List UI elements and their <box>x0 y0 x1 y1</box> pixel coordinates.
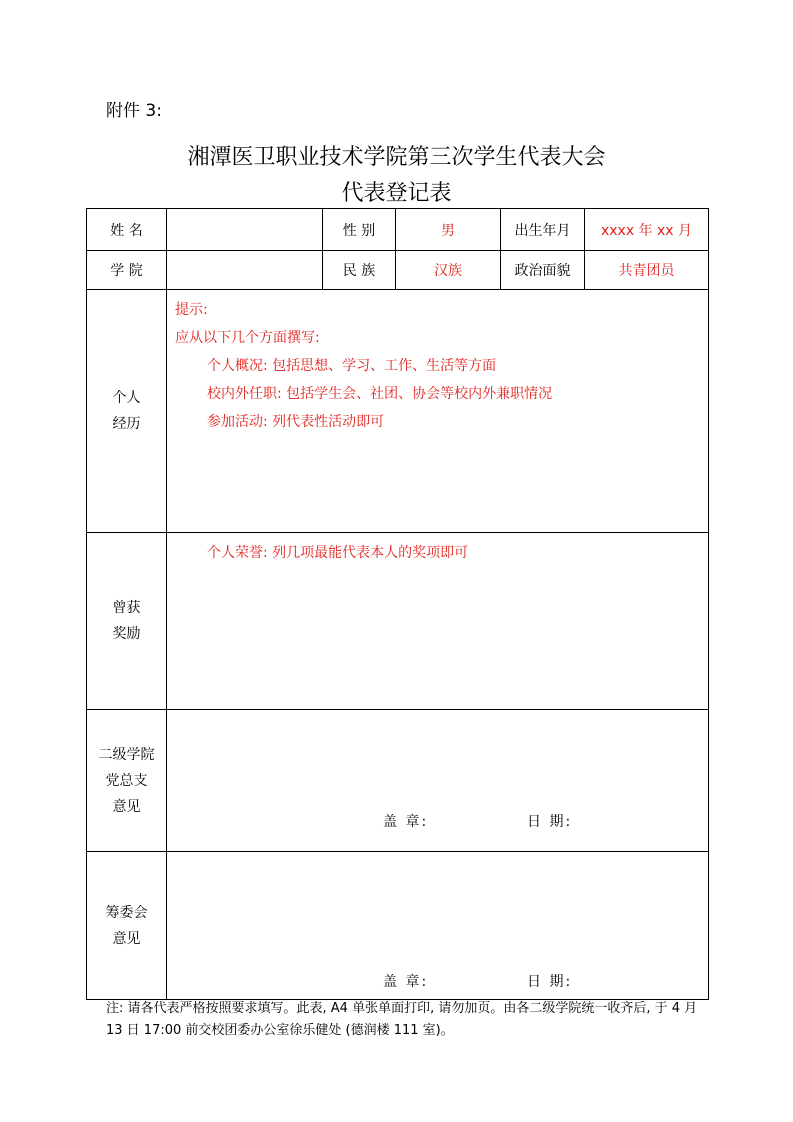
branch-opinion-label-line2: 党总支 <box>105 772 148 789</box>
footnote: 注: 请各代表严格按照要求填写。此表, A4 单张单面打印, 请勿加页。由各二级学院统一收齐后, 于 4 月 13 日 17:00 前交校团委办公室徐乐健处 (德润楼 111 室)。 <box>106 1001 698 1038</box>
branch-opinion-label <box>87 710 167 852</box>
name-field[interactable] <box>167 209 323 251</box>
experience-hint-intro: 应从以下几个方面撰写: <box>175 330 320 346</box>
branch-opinion-field[interactable] <box>167 710 709 852</box>
document-subtitle: 代表登记表 <box>341 181 452 206</box>
awards-hint: 个人荣誉: 列几项最能代表本人的奖项即可 <box>207 545 469 561</box>
awards-field[interactable] <box>167 533 709 710</box>
experience-hint-item: 校内外任职: 包括学生会、社团、协会等校内外兼职情况 <box>207 386 553 402</box>
gender-field[interactable]: 男 <box>396 209 501 251</box>
awards-label-line1: 曾获 <box>112 600 141 616</box>
experience-hint-item: 个人概况: 包括思想、学习、工作、生活等方面 <box>207 358 497 374</box>
document-title: 湘潭医卫职业技术学院第三次学生代表大会 <box>187 145 606 170</box>
awards-label <box>87 533 167 710</box>
experience-label-line1: 个人 <box>112 390 141 406</box>
awards-label-line2: 奖励 <box>112 626 141 642</box>
experience-field[interactable] <box>167 290 709 533</box>
committee-date-label: 日 期: <box>527 974 573 990</box>
branch-date-label: 日 期: <box>527 814 573 830</box>
college-field[interactable] <box>167 251 323 290</box>
committee-opinion-field[interactable] <box>167 852 709 1000</box>
committee-opinion-label-line2: 意见 <box>112 930 141 947</box>
political-label: 政治面貌 <box>501 251 585 290</box>
branch-opinion-label-line3: 意见 <box>112 798 141 815</box>
committee-opinion-label-line1: 筹委会 <box>105 904 148 921</box>
attachment-label: 附件 3: <box>106 101 162 121</box>
ethnicity-field[interactable]: 汉族 <box>396 251 501 290</box>
experience-hint-title: 提示: <box>175 302 208 318</box>
name-label: 姓 名 <box>87 209 167 251</box>
college-label: 学 院 <box>87 251 167 290</box>
birth-field[interactable]: xxxx 年 xx 月 <box>585 209 709 251</box>
committee-opinion-label <box>87 852 167 1000</box>
branch-seal-label: 盖 章: <box>383 814 429 830</box>
birth-label: 出生年月 <box>501 209 585 251</box>
experience-hint-item: 参加活动: 列代表性活动即可 <box>207 414 385 430</box>
experience-label-line2: 经历 <box>112 416 141 432</box>
gender-label: 性 别 <box>323 209 396 251</box>
branch-opinion-label-line1: 二级学院 <box>98 746 155 763</box>
registration-form-table <box>86 208 709 1000</box>
committee-seal-label: 盖 章: <box>383 974 429 990</box>
experience-label <box>87 290 167 533</box>
ethnicity-label: 民 族 <box>323 251 396 290</box>
political-field[interactable]: 共青团员 <box>585 251 709 290</box>
